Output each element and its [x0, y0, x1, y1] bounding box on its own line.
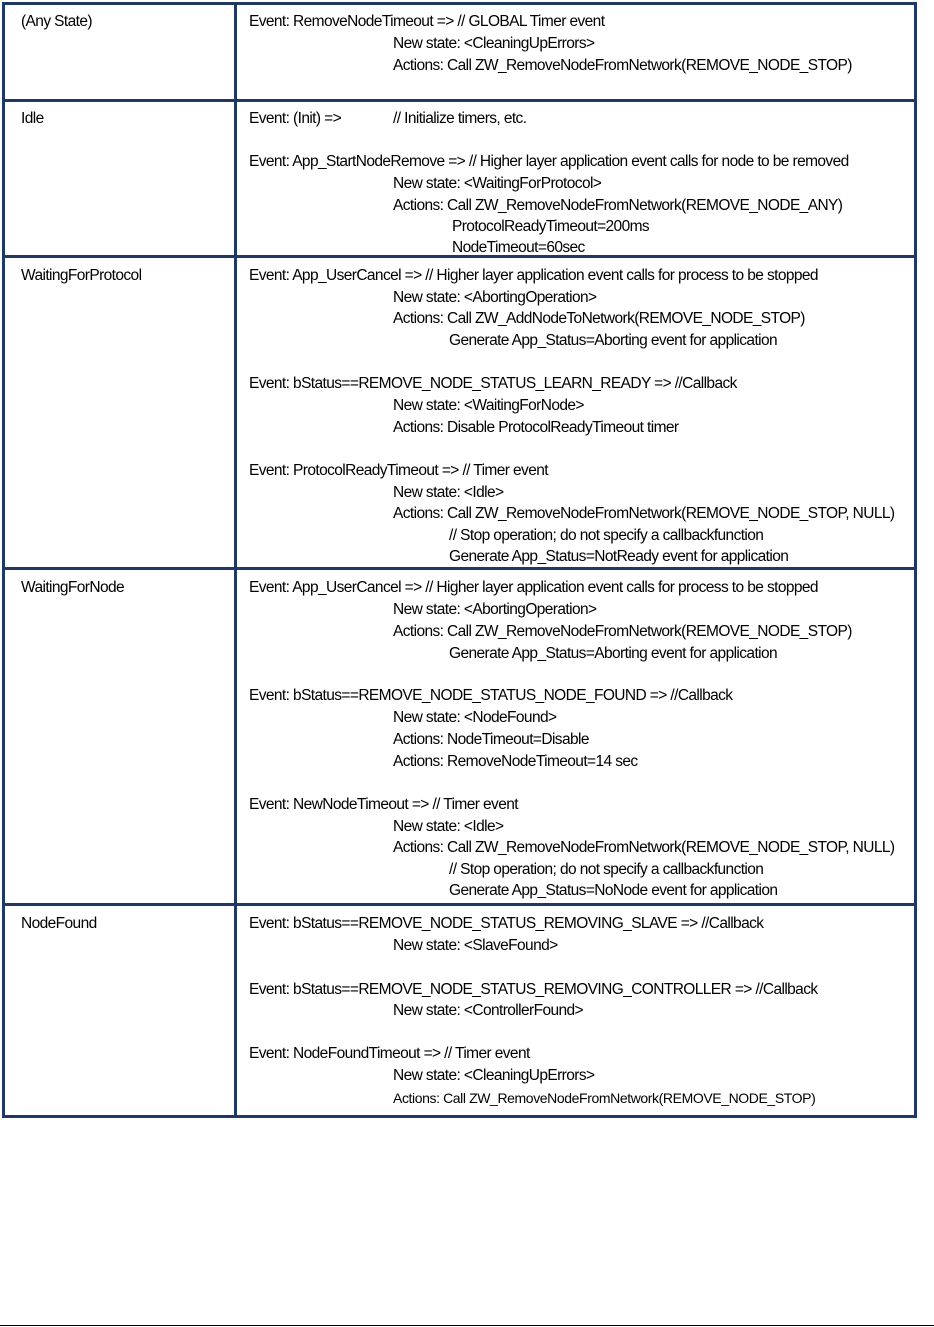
new-state-line: New state: <Idle> [393, 818, 504, 835]
event-line: Event: bStatus==REMOVE_NODE_STATUS_REMOVING_CONTROLLER => //Callback [249, 981, 818, 998]
new-state-line: New state: <Idle> [393, 484, 504, 501]
state-name-waiting-for-protocol: WaitingForProtocol [21, 267, 142, 284]
state-name-node-found: NodeFound [21, 915, 97, 932]
event-line: Event: App_StartNodeRemove => // Higher layer application event calls for node to be removed [249, 153, 849, 170]
event-line: Event: bStatus==REMOVE_NODE_STATUS_LEARN_READY => //Callback [249, 375, 737, 392]
event-line: Event: (Init) => [249, 110, 342, 127]
new-state-line: New state: <CleaningUpErrors> [393, 1067, 595, 1084]
row-divider [5, 903, 914, 906]
action-detail-line: Generate App_Status=Aborting event for application [449, 332, 778, 349]
state-name-idle: Idle [21, 110, 44, 127]
new-state-line: New state: <SlaveFound> [393, 937, 558, 954]
actions-line: Actions: Disable ProtocolReadyTimeout timer [393, 419, 679, 436]
event-line: Event: ProtocolReadyTimeout => // Timer event [249, 462, 548, 479]
new-state-line: New state: <ControllerFound> [393, 1002, 583, 1019]
action-detail-line: ProtocolReadyTimeout=200ms [452, 218, 650, 235]
actions-line: Actions: Call ZW_AddNodeToNetwork(REMOVE_NODE_STOP) [393, 310, 805, 327]
actions-line: Actions: RemoveNodeTimeout=14 sec [393, 753, 638, 770]
event-line: Event: App_UserCancel => // Higher layer application event calls for process to be stopped [249, 267, 818, 284]
action-detail-line: Generate App_Status=Aborting event for application [449, 645, 778, 662]
actions-line: Actions: Call ZW_RemoveNodeFromNetwork(REMOVE_NODE_STOP, NULL) [393, 839, 895, 856]
new-state-line: New state: <WaitingForNode> [393, 397, 584, 414]
action-detail-line: // Stop operation; do not specify a callbackfunction [449, 527, 764, 544]
actions-line: Actions: Call ZW_RemoveNodeFromNetwork(REMOVE_NODE_STOP) [393, 623, 852, 640]
new-state-line: New state: <CleaningUpErrors> [393, 35, 595, 52]
event-line: Event: App_UserCancel => // Higher layer application event calls for process to be stopped [249, 579, 818, 596]
action-detail-line: // Stop operation; do not specify a callbackfunction [449, 861, 764, 878]
page-footer-rule [0, 1325, 934, 1326]
event-comment: // Initialize timers, etc. [393, 110, 527, 127]
event-line: Event: bStatus==REMOVE_NODE_STATUS_NODE_FOUND => //Callback [249, 687, 733, 704]
action-detail-line: Generate App_Status=NoNode event for application [449, 882, 778, 899]
row-divider [5, 567, 914, 570]
column-divider [234, 5, 237, 1115]
actions-line: Actions: Call ZW_RemoveNodeFromNetwork(REMOVE_NODE_STOP) [393, 57, 852, 74]
state-table [2, 2, 917, 1118]
actions-line: Actions: NodeTimeout=Disable [393, 731, 589, 748]
event-line: Event: RemoveNodeTimeout => // GLOBAL Timer event [249, 13, 605, 30]
state-name-any-state: (Any State) [21, 13, 92, 30]
new-state-line: New state: <WaitingForProtocol> [393, 175, 602, 192]
actions-line: Actions: Call ZW_RemoveNodeFromNetwork(REMOVE_NODE_ANY) [393, 197, 843, 214]
state-name-waiting-for-node: WaitingForNode [21, 579, 125, 596]
actions-line: Actions: Call ZW_RemoveNodeFromNetwork(REMOVE_NODE_STOP, NULL) [393, 505, 895, 522]
actions-line: Actions: Call ZW_RemoveNodeFromNetwork(REMOVE_NODE_STOP) [393, 1090, 816, 1106]
new-state-line: New state: <AbortingOperation> [393, 601, 597, 618]
event-line: Event: NodeFoundTimeout => // Timer event [249, 1045, 530, 1062]
event-line: Event: NewNodeTimeout => // Timer event [249, 796, 518, 813]
action-detail-line: Generate App_Status=NotReady event for application [449, 548, 789, 565]
row-divider [5, 99, 914, 102]
new-state-line: New state: <NodeFound> [393, 709, 557, 726]
new-state-line: New state: <AbortingOperation> [393, 289, 597, 306]
action-detail-line: NodeTimeout=60sec [452, 239, 585, 256]
event-line: Event: bStatus==REMOVE_NODE_STATUS_REMOVING_SLAVE => //Callback [249, 915, 764, 932]
